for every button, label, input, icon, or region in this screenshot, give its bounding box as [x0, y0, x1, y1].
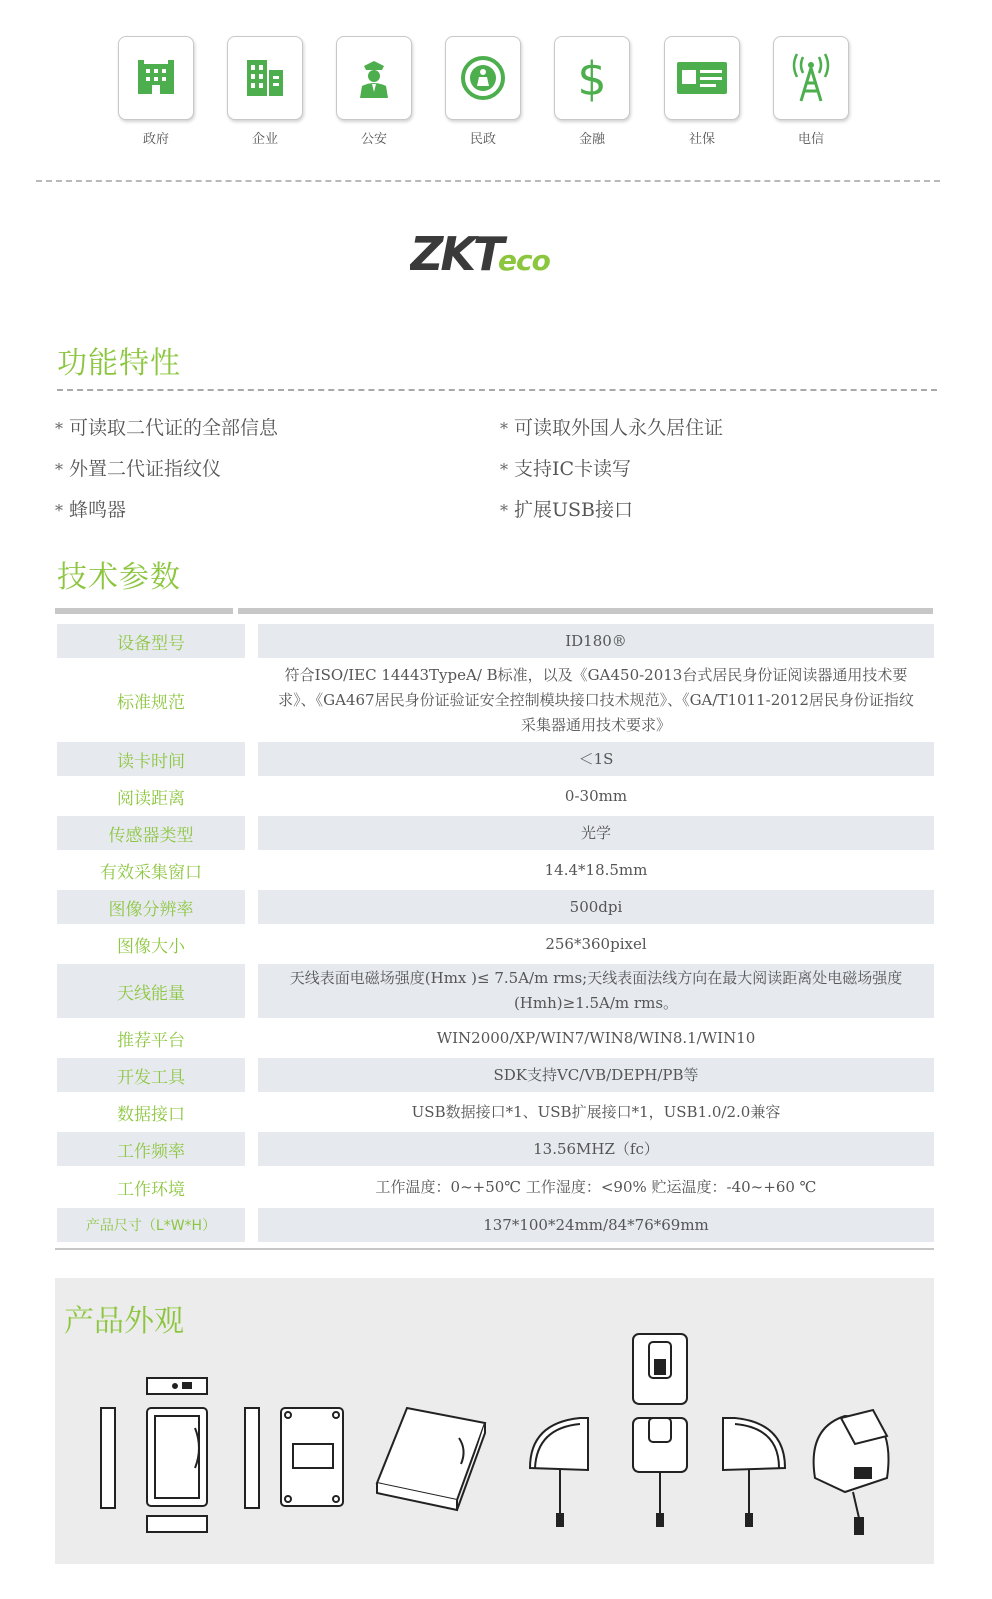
spec-value: 工作温度：0~+50℃ 工作湿度：<90% 贮运温度：-40~+60 ℃ [375, 1177, 817, 1196]
spec-value: 符合ISO/IEC 14443TypeA/ B标准，以及《GA450-2013台式居民身份证阅读器通用技术要求》、《GA467居民身份证验证安全控制模块接口技术规范》、《GA/T1011-2012居民身份证指纹采集器通用技术要求》 [278, 665, 914, 734]
bullet-star-icon: * [55, 419, 63, 438]
spec-value: 光学 [258, 816, 934, 850]
spec-key: 有效采集窗口 [100, 862, 202, 883]
scanner-side-view-2 [723, 1418, 785, 1470]
specs-bottom-bar [55, 1248, 934, 1250]
spec-value: 14.4*18.5mm [544, 860, 648, 879]
spec-key: 推荐平台 [117, 1030, 185, 1051]
industry-label: 民政 [469, 132, 496, 147]
table-row [55, 1020, 934, 1056]
industry-police-tile [336, 36, 412, 120]
feature-item: * 可读取外国人永久居住证 [500, 417, 724, 439]
product-line-drawings [55, 1278, 934, 1564]
feature-item: * 支持IC卡读写 [500, 458, 632, 480]
spec-value: ID180® [258, 624, 934, 658]
section-divider [36, 180, 940, 182]
bullet-star-icon: * [500, 419, 508, 438]
spec-key: 天线能量 [57, 964, 245, 1018]
industry-finance [554, 36, 630, 147]
table-row [55, 852, 934, 888]
bullet-star-icon: * [500, 501, 508, 520]
specs-header-bar [55, 608, 233, 614]
industry-police [336, 36, 412, 147]
appearance-title: 产品外观 [64, 1304, 184, 1339]
scanner-side-view [530, 1418, 588, 1470]
spec-key: 工作频率 [57, 1132, 245, 1166]
svg-text:ZKT: ZKT [410, 227, 502, 281]
table-row [55, 962, 934, 1020]
table-row [55, 1130, 934, 1168]
government-building-icon [134, 56, 178, 100]
spec-value: 137*100*24mm/84*76*69mm [258, 1208, 934, 1242]
reader-bottom-edge [147, 1516, 207, 1532]
table-row [55, 778, 934, 814]
industry-enterprise-tile [227, 36, 303, 120]
industry-label: 电信 [797, 132, 824, 147]
bullet-star-icon: * [55, 460, 63, 479]
bullet-star-icon: * [500, 460, 508, 479]
industry-label: 企业 [251, 132, 278, 147]
spec-key: 阅读距离 [117, 788, 185, 809]
spec-key: 传感器类型 [57, 816, 245, 850]
features-title: 功能特性 [57, 346, 181, 381]
industry-telecom [773, 36, 849, 147]
table-row [55, 622, 934, 660]
industry-label: 金融 [578, 132, 605, 147]
table-row [55, 814, 934, 852]
industry-social-security [664, 36, 740, 147]
industry-label: 公安 [360, 132, 387, 147]
table-row [55, 1056, 934, 1094]
spec-value: 天线表面电磁场强度(Hmx )≤ 7.5A/m rms;天线表面法线方向在最大阅读距离处电磁场强度(Hmh)≥1.5A/m rms。 [258, 964, 934, 1018]
spec-value: USB数据接口*1、USB扩展接口*1，USB1.0/2.0兼容 [411, 1102, 781, 1121]
police-officer-icon [352, 56, 396, 100]
spec-key: 工作环境 [117, 1179, 185, 1200]
telecom-tower-icon [789, 53, 833, 103]
spec-value: 256*360pixel [545, 934, 647, 953]
feature-item: * 蜂鸣器 [55, 499, 127, 521]
table-row [55, 660, 934, 740]
industry-label: 政府 [142, 132, 169, 147]
civil-affairs-emblem-icon [460, 55, 506, 101]
reader-side-view [101, 1408, 115, 1508]
feature-item: * 外置二代证指纹仪 [55, 458, 222, 480]
table-row [55, 1094, 934, 1130]
industry-civil-affairs-tile [445, 36, 521, 120]
svg-text:$: $ [577, 53, 607, 103]
specs-header-bar [238, 608, 933, 614]
spec-key: 数据接口 [117, 1104, 185, 1125]
spec-value: ＜1S [258, 742, 934, 776]
appearance-panel [55, 1278, 934, 1564]
specs-title: 技术参数 [57, 560, 181, 595]
spec-key: 标准规范 [117, 692, 185, 713]
industry-civil-affairs [445, 36, 521, 147]
table-row [55, 740, 934, 778]
features-divider [57, 389, 937, 391]
social-security-card-icon [675, 58, 729, 98]
feature-item: * 可读取二代证的全部信息 [55, 417, 279, 439]
spec-key: 图像分辨率 [57, 890, 245, 924]
spec-key: 开发工具 [57, 1058, 245, 1092]
spec-key: 产品尺寸（L*W*H） [57, 1208, 245, 1242]
spec-key: 读卡时间 [57, 742, 245, 776]
spec-value: WIN2000/XP/WIN7/WIN8/WIN8.1/WIN10 [436, 1028, 756, 1047]
spec-value: SDK支持VC/VB/DEPH/PB等 [258, 1058, 934, 1092]
feature-item: * 扩展USB接口 [500, 499, 633, 521]
spec-key: 设备型号 [57, 624, 245, 658]
table-row [55, 1168, 934, 1206]
table-row [55, 926, 934, 962]
spec-key: 图像大小 [117, 936, 185, 957]
table-row [55, 1206, 934, 1244]
industry-enterprise [227, 36, 303, 147]
bullet-star-icon: * [55, 501, 63, 520]
enterprise-building-icon [243, 56, 287, 100]
svg-text:eco: eco [498, 244, 550, 277]
industry-icons-row [118, 36, 868, 156]
industry-label: 社保 [688, 132, 715, 147]
spec-value: 500dpi [258, 890, 934, 924]
spec-value: 13.56MHZ（fc） [258, 1132, 934, 1166]
industry-telecom-tile [773, 36, 849, 120]
table-row [55, 888, 934, 926]
industry-government-tile [118, 36, 194, 120]
industry-government [118, 36, 194, 147]
dollar-sign-icon [572, 53, 612, 103]
reader-side-view-2 [245, 1408, 259, 1508]
spec-value: 0-30mm [564, 786, 628, 805]
reader-perspective-view [377, 1408, 485, 1500]
industry-finance-tile [554, 36, 630, 120]
brand-logo [410, 226, 580, 286]
industry-social-security-tile [664, 36, 740, 120]
